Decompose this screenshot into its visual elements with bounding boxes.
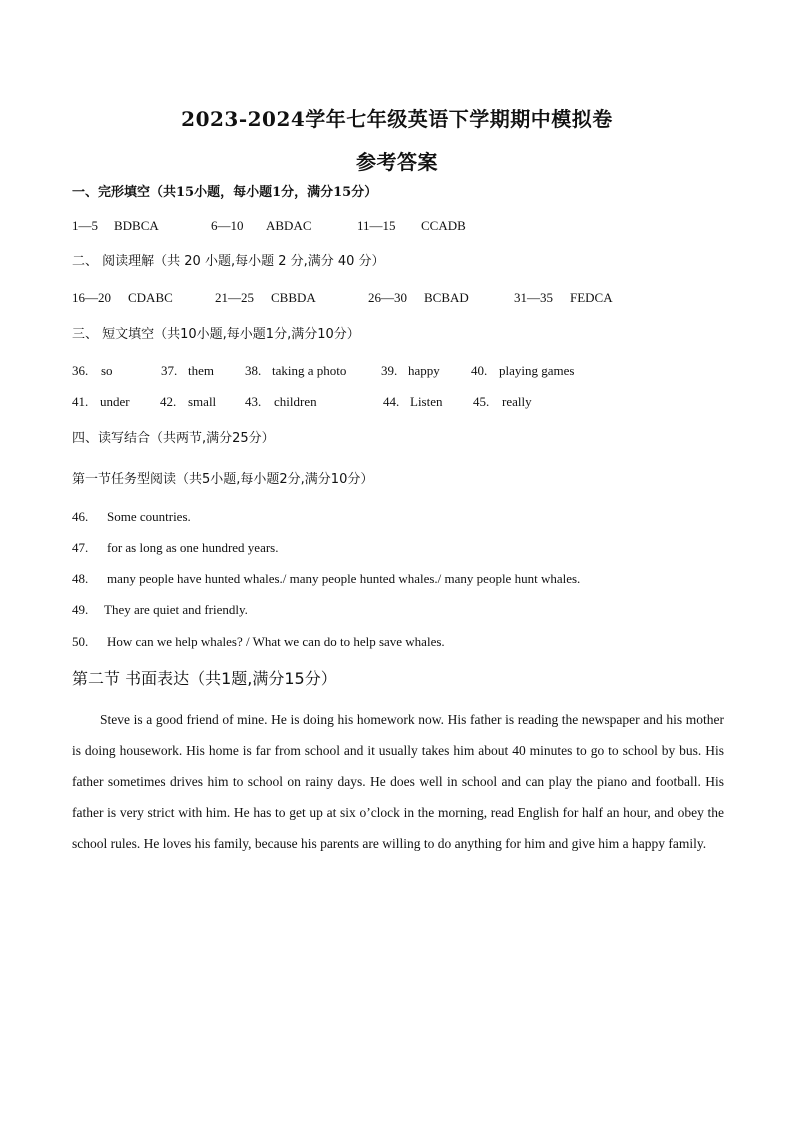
answer-letters: ABDAC	[266, 218, 312, 233]
section-4-part-2-heading: 第二节 书面表达（共1题,满分15分）	[72, 669, 337, 688]
answer-text: children	[274, 394, 317, 409]
section-4-part-1-heading: 第一节任务型阅读（共5小题,每小题2分,满分10分）	[72, 472, 374, 487]
answer-text: many people have hunted whales./ many people hunted whales./ many people hunt whales.	[107, 571, 581, 586]
answer-range: 21—25	[215, 290, 254, 305]
answer-text: playing games	[499, 363, 575, 378]
question-number: 38.	[245, 363, 262, 378]
question-number: 49.	[72, 602, 89, 617]
section-1-answers	[72, 218, 732, 234]
task-reading-item	[72, 602, 732, 618]
model-essay: Steve is a good friend of mine. He is doing his homework now. His father is reading the newspaper and his mother is doing housework. His home is far from school and it usually takes him about 40 minutes to go to school by bus. His father sometimes drives him to school on rainy days. He does well in school and can play the piano and football. His father is very strict with him. He has to get up at six o’clock in the morning, read English for half an hour, and obey the school rules. He loves his family, because his parents are willing to do anything for him and give him a happy family.	[72, 712, 724, 851]
question-number: 45.	[473, 394, 490, 409]
section-4-heading: 四、读写结合（共两节,满分25分）	[72, 431, 275, 446]
task-reading-item	[72, 634, 732, 650]
task-reading-item	[72, 571, 732, 587]
answer-letters: CDABC	[128, 290, 173, 305]
answer-text: them	[188, 363, 214, 378]
question-number: 36.	[72, 363, 89, 378]
page-title: 2023-2024学年七年级英语下学期期中模拟卷	[181, 107, 613, 131]
answer-letters: BCBAD	[424, 290, 469, 305]
answer-letters: CBBDA	[271, 290, 316, 305]
question-number: 41.	[72, 394, 89, 409]
answer-letters: CCADB	[421, 218, 466, 233]
answer-letters: FEDCA	[570, 290, 613, 305]
task-reading-item	[72, 540, 732, 556]
section-3-row-1	[72, 363, 732, 379]
answer-range: 26—30	[368, 290, 407, 305]
question-number: 46.	[72, 509, 89, 524]
answer-letters: BDBCA	[114, 218, 159, 233]
section-2-heading: 二、 阅读理解（共 20 小题,每小题 2 分,满分 40 分）	[72, 254, 385, 269]
answer-text: really	[502, 394, 532, 409]
section-3-row-2	[72, 394, 732, 410]
answer-text: Listen	[410, 394, 443, 409]
question-number: 43.	[245, 394, 262, 409]
question-number: 40.	[471, 363, 488, 378]
question-number: 37.	[161, 363, 178, 378]
answer-text: Some countries.	[107, 509, 191, 524]
section-3-heading: 三、 短文填空（共10小题,每小题1分,满分10分）	[72, 327, 360, 342]
answer-text: under	[100, 394, 130, 409]
section-1-heading: 一、完形填空（共15小题，每小题1分，满分15分）	[72, 185, 378, 200]
answer-text: so	[101, 363, 113, 378]
question-number: 44.	[383, 394, 400, 409]
answer-text: How can we help whales? / What we can do to help save whales.	[107, 634, 445, 649]
task-reading-item	[72, 509, 732, 525]
page-subtitle: 参考答案	[356, 150, 438, 174]
answer-range: 1—5	[72, 218, 98, 233]
answer-text: happy	[408, 363, 440, 378]
question-number: 42.	[160, 394, 177, 409]
answer-text: taking a photo	[272, 363, 347, 378]
answer-range: 6—10	[211, 218, 244, 233]
question-number: 48.	[72, 571, 89, 586]
answer-text: for as long as one hundred years.	[107, 540, 279, 555]
section-2-answers	[72, 290, 732, 306]
question-number: 50.	[72, 634, 89, 649]
answer-text: They are quiet and friendly.	[104, 602, 248, 617]
answer-text: small	[188, 394, 217, 409]
answer-range: 16—20	[72, 290, 111, 305]
answer-range: 31—35	[514, 290, 553, 305]
question-number: 47.	[72, 540, 89, 555]
question-number: 39.	[381, 363, 398, 378]
answer-range: 11—15	[357, 218, 396, 233]
